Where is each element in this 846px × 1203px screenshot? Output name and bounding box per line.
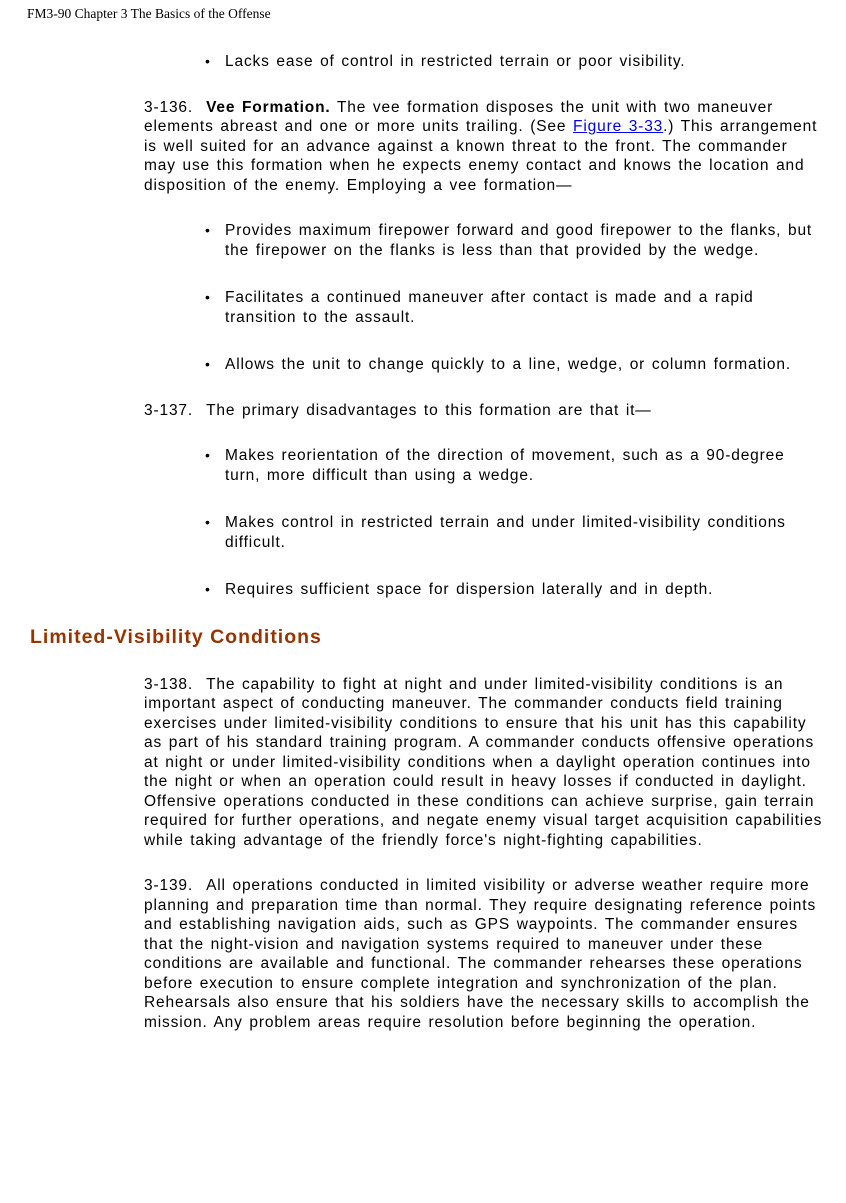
list-item bbox=[205, 513, 824, 552]
figure-3-33-link[interactable]: Figure 3-33 bbox=[573, 118, 664, 135]
paragraph-text: The vee formation disposes the unit with two maneuver elements abreast and one or more units trailing. (See bbox=[144, 98, 774, 135]
bullet-icon: • bbox=[205, 289, 210, 305]
paragraph-3-138 bbox=[144, 675, 824, 851]
list-item-text: Makes control in restricted terrain and under limited-visibility conditions difficult. bbox=[225, 514, 786, 551]
list-item-text: Lacks ease of control in restricted terrain or poor visibility. bbox=[225, 53, 686, 70]
paragraph-number: 3-136. bbox=[144, 98, 194, 116]
bullet-icon: • bbox=[205, 53, 210, 69]
section-heading: Limited-Visibility Conditions bbox=[30, 625, 322, 648]
list-item bbox=[205, 446, 824, 485]
list-item-text: Provides maximum firepower forward and good firepower to the flanks, but the firepower on the flanks is less than that provided by the wedge. bbox=[225, 222, 813, 259]
list-item-text: Makes reorientation of the direction of movement, such as a 90-degree turn, more difficult than using a wedge. bbox=[225, 447, 785, 484]
bullet-icon: • bbox=[205, 581, 210, 597]
list-item-text: Facilitates a continued maneuver after contact is made and a rapid transition to the assault. bbox=[225, 289, 754, 326]
vee-advantages-list bbox=[144, 221, 824, 375]
list-item bbox=[205, 221, 824, 260]
document-body-continued bbox=[144, 675, 824, 1033]
paragraph-text: The primary disadvantages to this formation are that it— bbox=[206, 401, 652, 419]
bullet-icon: • bbox=[205, 514, 210, 530]
list-item bbox=[205, 52, 824, 72]
paragraph-3-136 bbox=[144, 98, 824, 196]
paragraph-number: 3-139. bbox=[144, 877, 194, 894]
list-item-text: Requires sufficient space for dispersion laterally and in depth. bbox=[225, 581, 714, 598]
paragraph-3-139 bbox=[144, 876, 824, 1032]
paragraph-bold-title: Vee Formation. bbox=[206, 98, 331, 116]
bullet-icon: • bbox=[205, 222, 210, 238]
list-item bbox=[205, 580, 824, 600]
list-item bbox=[205, 288, 824, 327]
paragraph-text: .) This arrangement is well suited for an advance against a known threat to the front. The commander may use this formation when he expects enemy contact and knows the location and disposition of the enemy. Employing a vee formation— bbox=[144, 118, 818, 194]
paragraph-3-137 bbox=[144, 401, 824, 421]
column-disadvantages-list bbox=[144, 52, 824, 72]
page-header-title: FM3-90 Chapter 3 The Basics of the Offense bbox=[27, 6, 271, 21]
paragraph-number: 3-138. bbox=[144, 675, 194, 693]
document-body bbox=[144, 52, 824, 600]
list-item bbox=[205, 355, 824, 375]
document-page bbox=[0, 6, 846, 1203]
list-item-text: Allows the unit to change quickly to a line, wedge, or column formation. bbox=[225, 356, 791, 373]
bullet-icon: • bbox=[205, 356, 210, 372]
paragraph-number: 3-137. bbox=[144, 401, 194, 419]
vee-disadvantages-list bbox=[144, 446, 824, 600]
bullet-icon: • bbox=[205, 447, 210, 463]
paragraph-text: All operations conducted in limited visibility or adverse weather require more planning and preparation time than normal. They require designating reference points and establishing navigation aids, such as GPS waypoints. The commander ensures that the night-vision and navigation systems required to maneuver under these conditions are available and functional. The commander rehearses these operations before execution to ensure complete integration and synchronization of the plan. Rehearsals also ensure that his soldiers have the necessary skills to accomplish the mission. Any problem areas require resolution before beginning the operation. bbox=[144, 877, 817, 1031]
paragraph-text: The capability to fight at night and under limited-visibility conditions is an important aspect of conducting maneuver. The commander conducts field training exercises under limited-visibility conditions to ensure that his unit has this capability as part of his standard training program. A commander conducts offensive operations at night or under limited-visibility conditions when a daylight operation continues into the night or when an operation could result in heavy losses if conducted in daylight. Offensive operations conducted in these conditions can achieve surprise, gain terrain required for further operations, and negate enemy visual target acquisition capabilities while taking advantage of the friendly force's night-fighting capabilities. bbox=[144, 675, 823, 849]
